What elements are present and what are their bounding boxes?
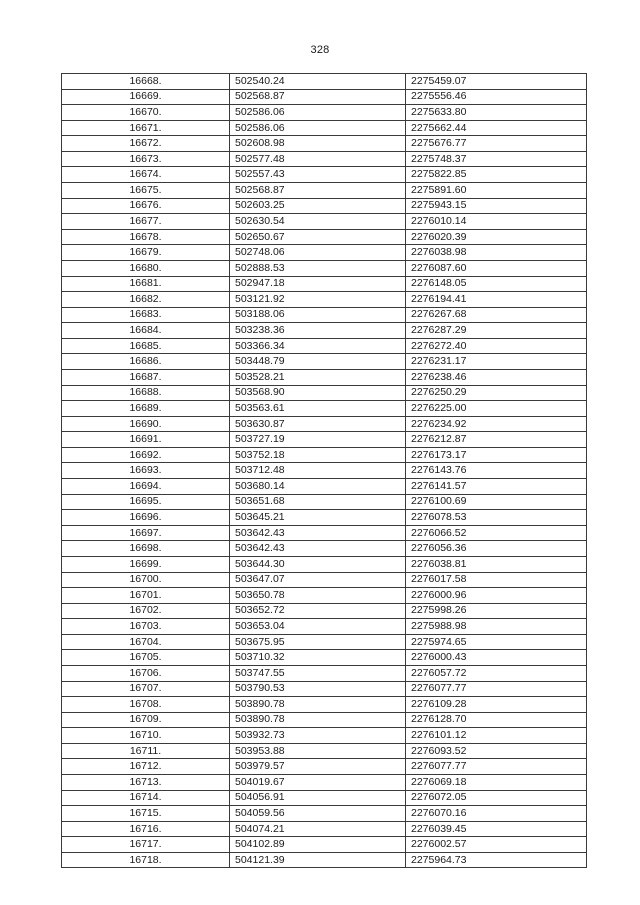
table-row: [62, 74, 587, 90]
y-coordinate-cell: 2276093.52: [406, 743, 587, 759]
table-row: [62, 307, 587, 323]
y-coordinate-cell: 2276077.77: [406, 759, 587, 775]
x-coordinate-cell: 502586.06: [230, 120, 406, 136]
table-row: [62, 276, 587, 292]
y-coordinate-cell: 2276272.40: [406, 338, 587, 354]
x-coordinate-cell: 503642.43: [230, 525, 406, 541]
y-coordinate-cell: 2275964.73: [406, 852, 587, 868]
point-number-cell: 16717.: [62, 837, 230, 853]
x-coordinate-cell: 503653.04: [230, 619, 406, 635]
y-coordinate-cell: 2276234.92: [406, 416, 587, 432]
x-coordinate-cell: 503366.34: [230, 338, 406, 354]
x-coordinate-cell: 502557.43: [230, 167, 406, 183]
point-number-cell: 16687.: [62, 369, 230, 385]
point-number-cell: 16672.: [62, 136, 230, 152]
x-coordinate-cell: 503568.90: [230, 385, 406, 401]
point-number-cell: 16714.: [62, 790, 230, 806]
table-row: [62, 525, 587, 541]
x-coordinate-cell: 503890.78: [230, 697, 406, 713]
table-row: [62, 852, 587, 868]
table-row: [62, 338, 587, 354]
x-coordinate-cell: 502650.67: [230, 229, 406, 245]
table-row: [62, 681, 587, 697]
y-coordinate-cell: 2276087.60: [406, 260, 587, 276]
x-coordinate-cell: 504102.89: [230, 837, 406, 853]
x-coordinate-cell: 504059.56: [230, 806, 406, 822]
y-coordinate-cell: 2275556.46: [406, 89, 587, 105]
y-coordinate-cell: 2276148.05: [406, 276, 587, 292]
point-number-cell: 16704.: [62, 634, 230, 650]
y-coordinate-cell: 2276141.57: [406, 479, 587, 495]
table-row: [62, 650, 587, 666]
point-number-cell: 16696.: [62, 510, 230, 526]
x-coordinate-cell: 503563.61: [230, 401, 406, 417]
y-coordinate-cell: 2275988.98: [406, 619, 587, 635]
x-coordinate-cell: 503752.18: [230, 447, 406, 463]
y-coordinate-cell: 2276194.41: [406, 292, 587, 308]
point-number-cell: 16710.: [62, 728, 230, 744]
x-coordinate-cell: 504074.21: [230, 821, 406, 837]
y-coordinate-cell: 2276267.68: [406, 307, 587, 323]
table-row: [62, 821, 587, 837]
table-row: [62, 401, 587, 417]
point-number-cell: 16713.: [62, 775, 230, 791]
y-coordinate-cell: 2275974.65: [406, 634, 587, 650]
y-coordinate-cell: 2276000.96: [406, 588, 587, 604]
point-number-cell: 16706.: [62, 665, 230, 681]
point-number-cell: 16678.: [62, 229, 230, 245]
table-row: [62, 369, 587, 385]
x-coordinate-cell: 503727.19: [230, 432, 406, 448]
x-coordinate-cell: 502603.25: [230, 198, 406, 214]
y-coordinate-cell: 2276038.81: [406, 556, 587, 572]
y-coordinate-cell: 2275998.26: [406, 603, 587, 619]
y-coordinate-cell: 2276057.72: [406, 665, 587, 681]
table-row: [62, 510, 587, 526]
x-coordinate-cell: 503979.57: [230, 759, 406, 775]
point-number-cell: 16698.: [62, 541, 230, 557]
point-number-cell: 16702.: [62, 603, 230, 619]
y-coordinate-cell: 2276077.77: [406, 681, 587, 697]
coordinates-table: [61, 73, 587, 868]
x-coordinate-cell: 503238.36: [230, 323, 406, 339]
table-row: [62, 385, 587, 401]
x-coordinate-cell: 502888.53: [230, 260, 406, 276]
point-number-cell: 16695.: [62, 494, 230, 510]
point-number-cell: 16715.: [62, 806, 230, 822]
point-number-cell: 16712.: [62, 759, 230, 775]
point-number-cell: 16668.: [62, 74, 230, 90]
x-coordinate-cell: 503651.68: [230, 494, 406, 510]
y-coordinate-cell: 2275662.44: [406, 120, 587, 136]
point-number-cell: 16708.: [62, 697, 230, 713]
point-number-cell: 16701.: [62, 588, 230, 604]
table-row: [62, 619, 587, 635]
table-row: [62, 214, 587, 230]
x-coordinate-cell: 503448.79: [230, 354, 406, 370]
y-coordinate-cell: 2276100.69: [406, 494, 587, 510]
x-coordinate-cell: 503890.78: [230, 712, 406, 728]
table-row: [62, 136, 587, 152]
point-number-cell: 16681.: [62, 276, 230, 292]
y-coordinate-cell: 2276069.18: [406, 775, 587, 791]
x-coordinate-cell: 502748.06: [230, 245, 406, 261]
x-coordinate-cell: 502586.06: [230, 105, 406, 121]
point-number-cell: 16705.: [62, 650, 230, 666]
table-row: [62, 806, 587, 822]
table-row: [62, 447, 587, 463]
y-coordinate-cell: 2276101.12: [406, 728, 587, 744]
y-coordinate-cell: 2276020.39: [406, 229, 587, 245]
x-coordinate-cell: 503747.55: [230, 665, 406, 681]
y-coordinate-cell: 2275891.60: [406, 183, 587, 199]
table-row: [62, 728, 587, 744]
table-row: [62, 245, 587, 261]
y-coordinate-cell: 2276066.52: [406, 525, 587, 541]
y-coordinate-cell: 2276010.14: [406, 214, 587, 230]
x-coordinate-cell: 502947.18: [230, 276, 406, 292]
table-row: [62, 292, 587, 308]
point-number-cell: 16685.: [62, 338, 230, 354]
y-coordinate-cell: 2275943.15: [406, 198, 587, 214]
table-row: [62, 323, 587, 339]
point-number-cell: 16679.: [62, 245, 230, 261]
table-row: [62, 463, 587, 479]
y-coordinate-cell: 2276238.46: [406, 369, 587, 385]
y-coordinate-cell: 2276225.00: [406, 401, 587, 417]
point-number-cell: 16700.: [62, 572, 230, 588]
x-coordinate-cell: 503645.21: [230, 510, 406, 526]
point-number-cell: 16711.: [62, 743, 230, 759]
x-coordinate-cell: 503630.87: [230, 416, 406, 432]
point-number-cell: 16671.: [62, 120, 230, 136]
x-coordinate-cell: 504121.39: [230, 852, 406, 868]
table-row: [62, 697, 587, 713]
point-number-cell: 16673.: [62, 151, 230, 167]
table-row: [62, 759, 587, 775]
x-coordinate-cell: 503121.92: [230, 292, 406, 308]
y-coordinate-cell: 2276002.57: [406, 837, 587, 853]
table-row: [62, 775, 587, 791]
y-coordinate-cell: 2275822.85: [406, 167, 587, 183]
y-coordinate-cell: 2276287.29: [406, 323, 587, 339]
point-number-cell: 16693.: [62, 463, 230, 479]
x-coordinate-cell: 503650.78: [230, 588, 406, 604]
x-coordinate-cell: 502540.24: [230, 74, 406, 90]
y-coordinate-cell: 2275459.07: [406, 74, 587, 90]
y-coordinate-cell: 2276038.98: [406, 245, 587, 261]
point-number-cell: 16692.: [62, 447, 230, 463]
table-row: [62, 167, 587, 183]
table-row: [62, 89, 587, 105]
x-coordinate-cell: 503680.14: [230, 479, 406, 495]
point-number-cell: 16675.: [62, 183, 230, 199]
x-coordinate-cell: 503712.48: [230, 463, 406, 479]
table-row: [62, 603, 587, 619]
x-coordinate-cell: 503953.88: [230, 743, 406, 759]
x-coordinate-cell: 502577.48: [230, 151, 406, 167]
point-number-cell: 16674.: [62, 167, 230, 183]
point-number-cell: 16716.: [62, 821, 230, 837]
y-coordinate-cell: 2275748.37: [406, 151, 587, 167]
y-coordinate-cell: 2276128.70: [406, 712, 587, 728]
y-coordinate-cell: 2276000.43: [406, 650, 587, 666]
x-coordinate-cell: 503644.30: [230, 556, 406, 572]
point-number-cell: 16718.: [62, 852, 230, 868]
x-coordinate-cell: 503528.21: [230, 369, 406, 385]
y-coordinate-cell: 2276212.87: [406, 432, 587, 448]
table-row: [62, 541, 587, 557]
y-coordinate-cell: 2276072.05: [406, 790, 587, 806]
y-coordinate-cell: 2276143.76: [406, 463, 587, 479]
y-coordinate-cell: 2276231.17: [406, 354, 587, 370]
y-coordinate-cell: 2276173.17: [406, 447, 587, 463]
point-number-cell: 16682.: [62, 292, 230, 308]
x-coordinate-cell: 503188.06: [230, 307, 406, 323]
table-row: [62, 572, 587, 588]
table-row: [62, 588, 587, 604]
x-coordinate-cell: 502568.87: [230, 183, 406, 199]
table-row: [62, 120, 587, 136]
page-number: 328: [310, 44, 330, 56]
table-row: [62, 494, 587, 510]
point-number-cell: 16683.: [62, 307, 230, 323]
x-coordinate-cell: 502630.54: [230, 214, 406, 230]
table-row: [62, 743, 587, 759]
point-number-cell: 16699.: [62, 556, 230, 572]
table-row: [62, 634, 587, 650]
x-coordinate-cell: 503710.32: [230, 650, 406, 666]
x-coordinate-cell: 503932.73: [230, 728, 406, 744]
point-number-cell: 16670.: [62, 105, 230, 121]
point-number-cell: 16709.: [62, 712, 230, 728]
point-number-cell: 16669.: [62, 89, 230, 105]
y-coordinate-cell: 2276039.45: [406, 821, 587, 837]
x-coordinate-cell: 503652.72: [230, 603, 406, 619]
x-coordinate-cell: 502608.98: [230, 136, 406, 152]
point-number-cell: 16688.: [62, 385, 230, 401]
point-number-cell: 16690.: [62, 416, 230, 432]
table-row: [62, 790, 587, 806]
coordinates-table-body: [62, 74, 587, 868]
table-row: [62, 712, 587, 728]
table-row: [62, 198, 587, 214]
table-row: [62, 432, 587, 448]
table-row: [62, 151, 587, 167]
y-coordinate-cell: 2275633.80: [406, 105, 587, 121]
point-number-cell: 16689.: [62, 401, 230, 417]
x-coordinate-cell: 503642.43: [230, 541, 406, 557]
x-coordinate-cell: 504056.91: [230, 790, 406, 806]
table-row: [62, 665, 587, 681]
x-coordinate-cell: 503647.07: [230, 572, 406, 588]
table-row: [62, 837, 587, 853]
table-row: [62, 229, 587, 245]
table-row: [62, 556, 587, 572]
table-row: [62, 416, 587, 432]
x-coordinate-cell: 504019.67: [230, 775, 406, 791]
y-coordinate-cell: 2276070.16: [406, 806, 587, 822]
point-number-cell: 16677.: [62, 214, 230, 230]
x-coordinate-cell: 503675.95: [230, 634, 406, 650]
y-coordinate-cell: 2276078.53: [406, 510, 587, 526]
y-coordinate-cell: 2276056.36: [406, 541, 587, 557]
point-number-cell: 16691.: [62, 432, 230, 448]
point-number-cell: 16680.: [62, 260, 230, 276]
y-coordinate-cell: 2275676.77: [406, 136, 587, 152]
x-coordinate-cell: 502568.87: [230, 89, 406, 105]
point-number-cell: 16684.: [62, 323, 230, 339]
point-number-cell: 16707.: [62, 681, 230, 697]
table-row: [62, 105, 587, 121]
point-number-cell: 16686.: [62, 354, 230, 370]
table-row: [62, 260, 587, 276]
table-row: [62, 354, 587, 370]
point-number-cell: 16694.: [62, 479, 230, 495]
point-number-cell: 16697.: [62, 525, 230, 541]
point-number-cell: 16676.: [62, 198, 230, 214]
table-row: [62, 479, 587, 495]
y-coordinate-cell: 2276250.29: [406, 385, 587, 401]
point-number-cell: 16703.: [62, 619, 230, 635]
table-row: [62, 183, 587, 199]
y-coordinate-cell: 2276017.58: [406, 572, 587, 588]
x-coordinate-cell: 503790.53: [230, 681, 406, 697]
y-coordinate-cell: 2276109.28: [406, 697, 587, 713]
